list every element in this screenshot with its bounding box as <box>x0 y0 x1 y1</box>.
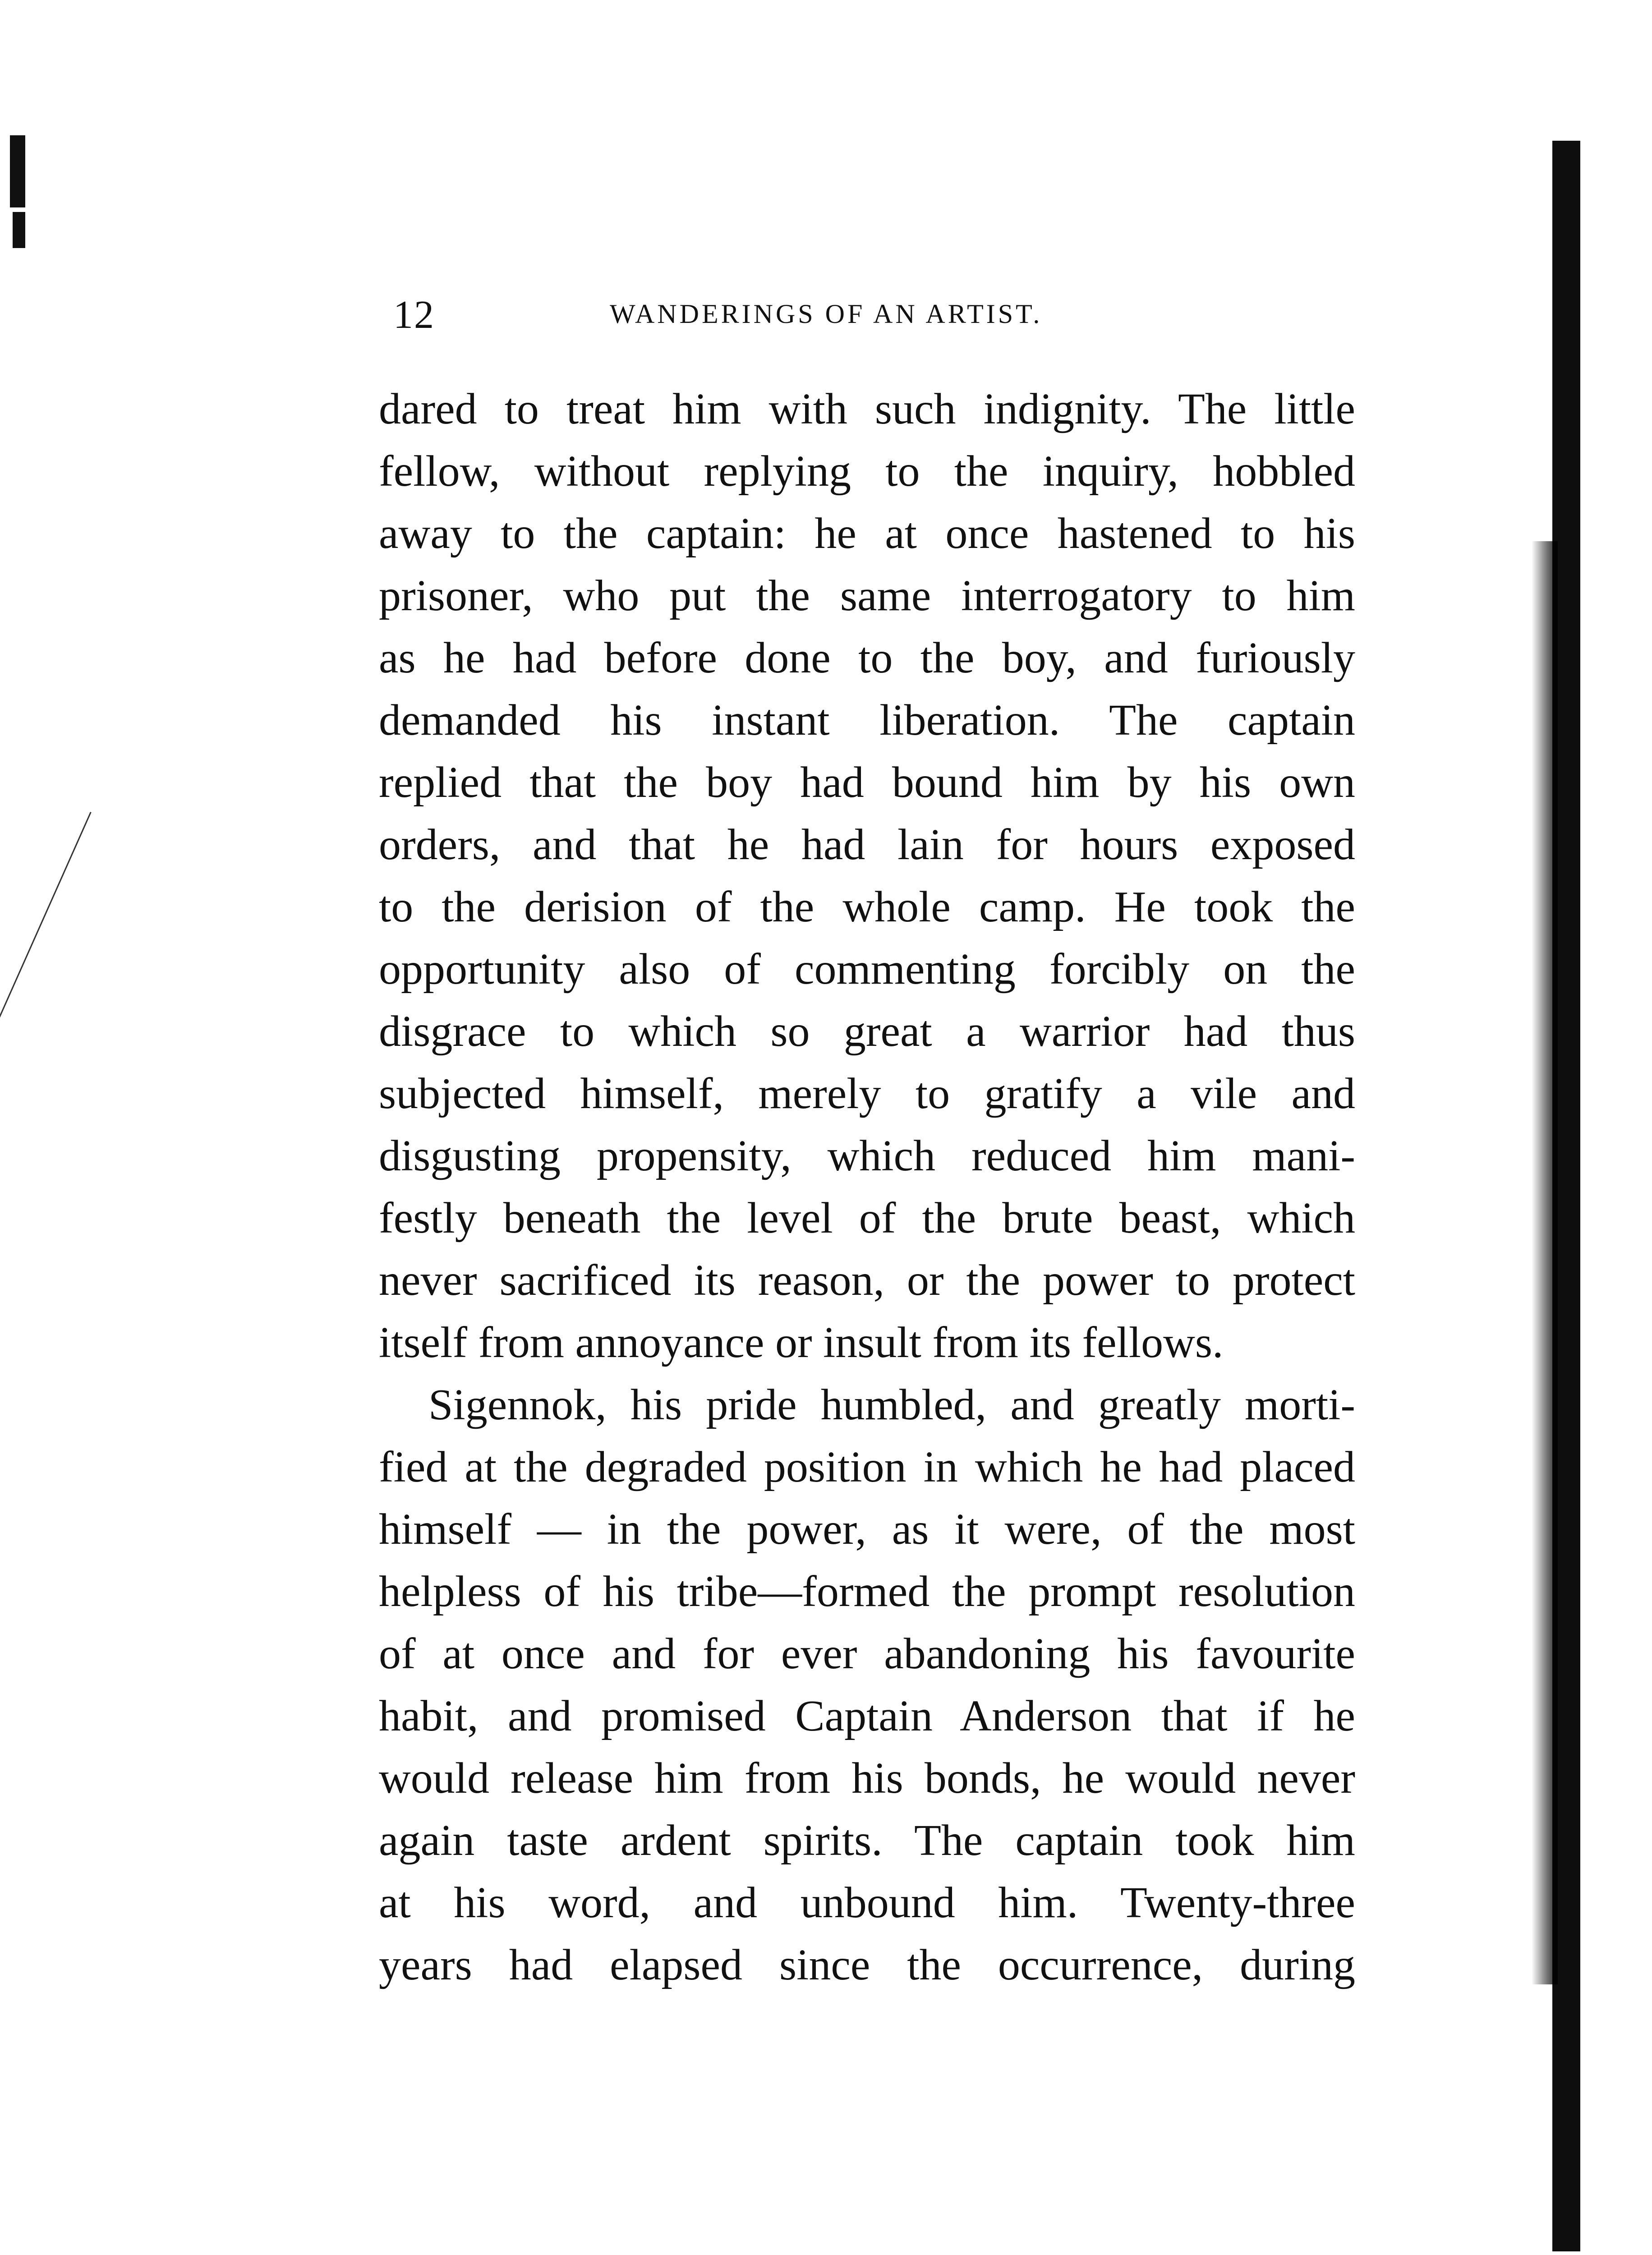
scan-mark-left-top <box>10 135 25 207</box>
scan-diagonal-mark <box>0 812 92 1043</box>
text-line: at his word, and unbound him. Twenty-three <box>379 1878 1355 1927</box>
scan-edge-gradient <box>1532 541 1558 1984</box>
text-line: opportunity also of commenting forcibly on the <box>379 945 1355 994</box>
text-line: away to the captain: he at once hastened to his <box>379 509 1355 558</box>
text-line: fellow, without replying to the inquiry, hobbled <box>379 447 1355 496</box>
text-line: to the derision of the whole camp. He took the <box>379 883 1355 931</box>
text-line: festly beneath the level of the brute beast, which <box>379 1194 1355 1243</box>
text-line: would release him from his bonds, he would never <box>379 1754 1355 1803</box>
text-line: habit, and promised Captain Anderson that if he <box>379 1692 1355 1740</box>
body-text <box>379 378 1355 1996</box>
text-line: never sacrificed its reason, or the power to protect <box>379 1256 1355 1305</box>
text-line: as he had before done to the boy, and furiously <box>379 634 1355 682</box>
running-title: WANDERINGS OF AN ARTIST. <box>610 299 1043 329</box>
running-header <box>393 292 1358 342</box>
text-line: of at once and for ever abandoning his favourite <box>379 1629 1355 1678</box>
text-line: orders, and that he had lain for hours exposed <box>379 820 1355 869</box>
text-line: fied at the degraded position in which he had placed <box>379 1443 1355 1491</box>
page-number: 12 <box>393 293 435 337</box>
text-line: himself — in the power, as it were, of the most <box>379 1505 1355 1554</box>
text-line: dared to treat him with such indignity. The little <box>379 385 1355 433</box>
text-line: helpless of his tribe—formed the prompt resolution <box>379 1567 1355 1616</box>
text-line: replied that the boy had bound him by his own <box>379 758 1355 807</box>
text-line: disgrace to which so great a warrior had thus <box>379 1007 1355 1056</box>
text-line: demanded his instant liberation. The captain <box>379 696 1355 745</box>
paragraph <box>379 1374 1355 1996</box>
text-line: again taste ardent spirits. The captain took him <box>379 1816 1355 1865</box>
text-line: subjected himself, merely to gratify a vile and <box>379 1069 1355 1118</box>
text-line: years had elapsed since the occurrence, during <box>379 1941 1355 1989</box>
scan-mark-left-middle <box>13 212 25 248</box>
text-line: Sigennok, his pride humbled, and greatly morti- <box>428 1381 1355 1429</box>
text-line: disgusting propensity, which reduced him mani- <box>379 1132 1355 1180</box>
text-line: itself from annoyance or insult from its fellows. <box>379 1318 1224 1367</box>
text-line: prisoner, who put the same interrogatory to him <box>379 571 1355 620</box>
paragraph <box>379 378 1355 1374</box>
